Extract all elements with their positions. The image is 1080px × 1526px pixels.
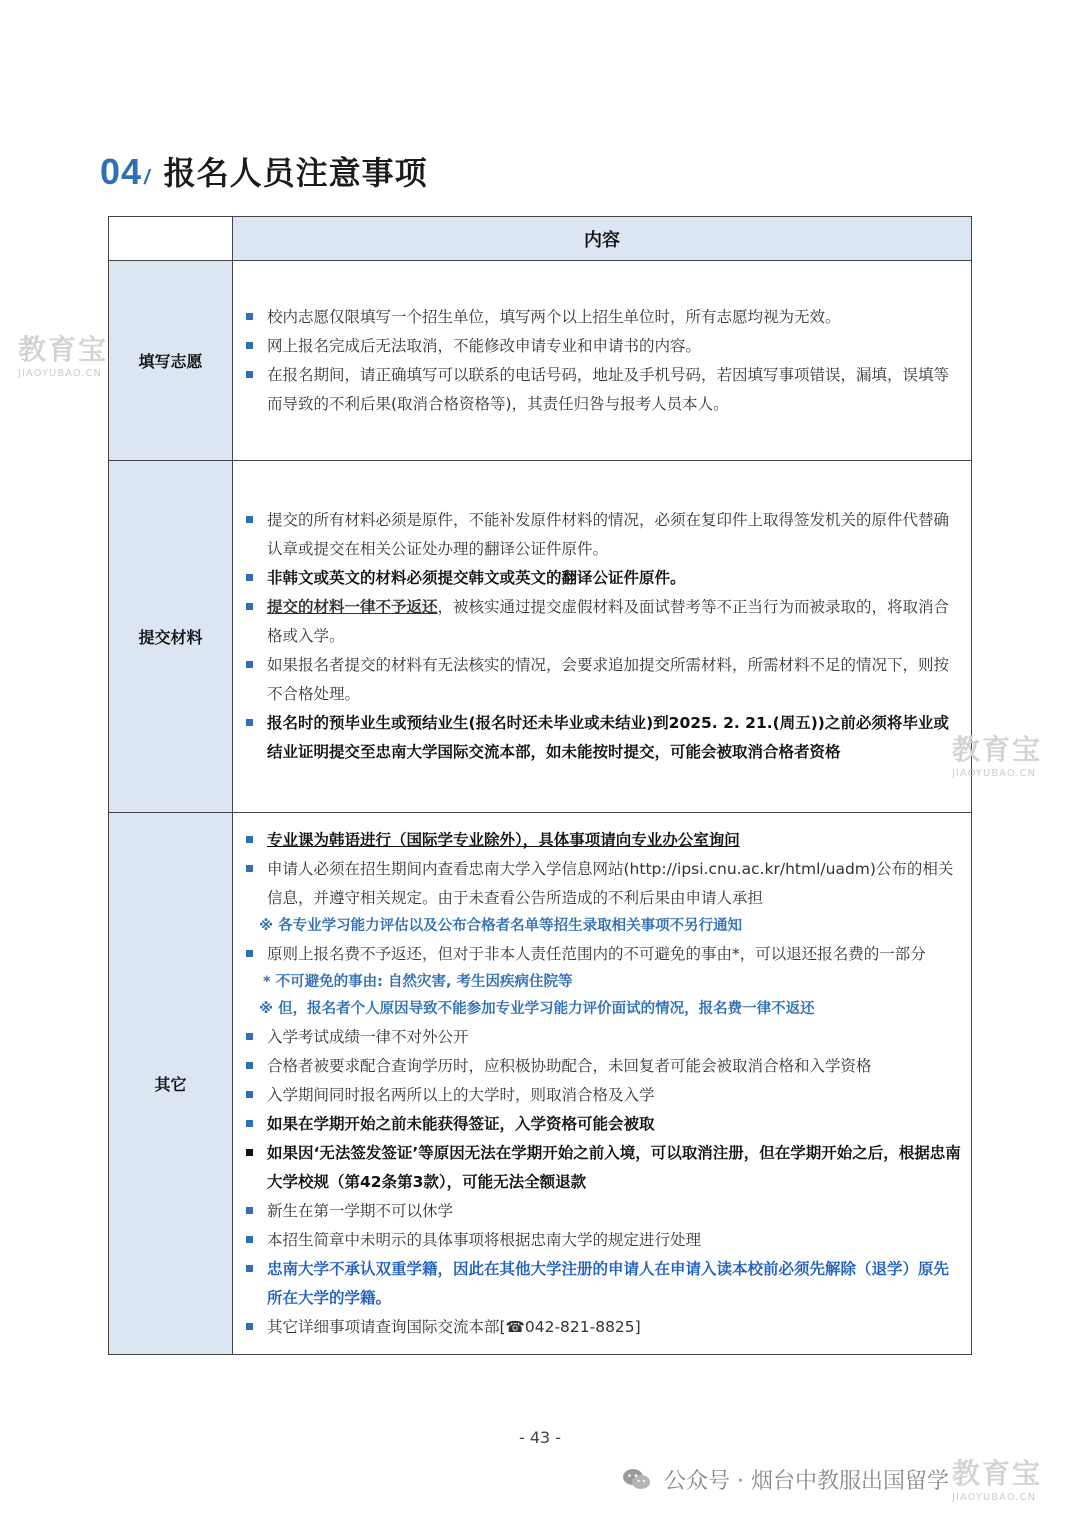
square-bullet-icon bbox=[246, 342, 253, 349]
row-content-other bbox=[233, 813, 972, 1355]
row-content-materials bbox=[233, 461, 972, 813]
square-bullet-icon bbox=[246, 661, 253, 668]
square-bullet-icon bbox=[246, 574, 253, 581]
square-bullet-icon bbox=[246, 1062, 253, 1069]
section-title bbox=[100, 148, 428, 198]
list-item: 原则上报名费不予返还，但对于非本人责任范围内的不可避免的事由*，可以退还报名费的一部分 bbox=[245, 940, 961, 969]
square-bullet-icon bbox=[246, 719, 253, 726]
square-bullet-icon bbox=[246, 371, 253, 378]
footer-credit bbox=[622, 1464, 949, 1495]
square-bullet-icon bbox=[246, 1323, 253, 1330]
table-row bbox=[109, 261, 972, 461]
square-bullet-icon bbox=[246, 603, 253, 610]
watermark-logo: 教育宝 JIAOYUBAO.CN bbox=[952, 1457, 1043, 1503]
note-item: ※ 各专业学习能力评估以及公布合格者名单等招生录取相关事项不另行通知 bbox=[259, 917, 743, 934]
list-item: 如果报名者提交的材料有无法核实的情况，会要求追加提交所需材料，所需材料不足的情况下，则按不合格处理。 bbox=[245, 651, 961, 709]
table-row bbox=[109, 813, 972, 1355]
list-item: 如果在学期开始之前未能获得签证，入学资格可能会被取 bbox=[245, 1110, 961, 1139]
row-label-other: 其它 bbox=[109, 813, 233, 1355]
row-content-application bbox=[233, 261, 972, 461]
list-item: 在报名期间，请正确填写可以联系的电话号码，地址及手机号码，若因填写事项错误，漏填，误填等而导致的不利后果(取消合格资格等)，其责任归咎与报考人员本人。 bbox=[245, 361, 961, 419]
square-bullet-icon bbox=[246, 1120, 253, 1127]
note-item: ※ 但，报名者个人原因导致不能参加专业学习能力评价面试的情况，报名费一律不返还 bbox=[259, 1000, 815, 1017]
list-item: 提交的所有材料必须是原件，不能补发原件材料的情况，必须在复印件上取得签发机关的原件代替确认章或提交在相关公证处办理的翻译公证件原件。 bbox=[245, 506, 961, 564]
square-bullet-icon bbox=[246, 313, 253, 320]
list-item: 其它详细事项请查询国际交流本部[☎042-821-8825] bbox=[245, 1313, 961, 1342]
square-bullet-icon bbox=[246, 865, 253, 872]
note-item: * 不可避免的事由: 自然灾害, 考生因疾病住院等 bbox=[263, 973, 573, 990]
list-item: 如果因‘无法签发签证’等原因无法在学期开始之前入境，可以取消注册，但在学期开始之后，根据忠南大学校规（第42条第3款），可能无法全额退款 bbox=[245, 1139, 961, 1197]
no-return-emphasis: 提交的材料一律不予返还 bbox=[267, 598, 438, 616]
watermark-logo: 教育宝 JIAOYUBAO.CN bbox=[18, 333, 109, 379]
table-header-row bbox=[109, 217, 972, 261]
square-bullet-icon bbox=[246, 1033, 253, 1040]
square-bullet-icon bbox=[246, 1236, 253, 1243]
square-bullet-icon bbox=[246, 1091, 253, 1098]
list-item: 合格者被要求配合查询学历时，应积极协助配合，未回复者可能会被取消合格和入学资格 bbox=[245, 1052, 961, 1081]
table-header-content: 内容 bbox=[233, 217, 972, 261]
notice-table bbox=[108, 216, 972, 1355]
square-bullet-icon bbox=[246, 836, 253, 843]
square-bullet-icon bbox=[246, 950, 253, 957]
list-item: 本招生简章中未明示的具体事项将根据忠南大学的规定进行处理 bbox=[245, 1226, 961, 1255]
table-corner-cell bbox=[109, 217, 233, 261]
footer-text: 公众号 · 烟台中教服出国留学 bbox=[664, 1469, 949, 1494]
watermark-logo: 教育宝 JIAOYUBAO.CN bbox=[952, 733, 1043, 779]
square-bullet-icon bbox=[246, 516, 253, 523]
row-label-materials: 提交材料 bbox=[109, 461, 233, 813]
wechat-icon bbox=[622, 1467, 652, 1493]
list-item: 忠南大学不承认双重学籍，因此在其他大学注册的申请人在申请入读本校前必须先解除（退学）原先所在大学的学籍。 bbox=[245, 1255, 961, 1313]
list-item: 非韩文或英文的材料必须提交韩文或英文的翻译公证件原件。 bbox=[245, 564, 961, 593]
list-item: 专业课为韩语进行（国际学专业除外），具体事项请向专业办公室询问 bbox=[245, 826, 961, 855]
table-row bbox=[109, 461, 972, 813]
list-item: 校内志愿仅限填写一个招生单位，填写两个以上招生单位时，所有志愿均视为无效。 bbox=[245, 303, 961, 332]
row-label-application: 填写志愿 bbox=[109, 261, 233, 461]
list-item: 入学期间同时报名两所以上的大学时，则取消合格及入学 bbox=[245, 1081, 961, 1110]
list-item: 网上报名完成后无法取消，不能修改申请专业和申请书的内容。 bbox=[245, 332, 961, 361]
page-number: - 43 - bbox=[518, 1428, 562, 1447]
section-slash: / bbox=[144, 167, 150, 189]
list-item: 提交的材料一律不予返还，被核实通过提交虚假材料及面试替考等不正当行为而被录取的，将取消合格或入学。 bbox=[245, 593, 961, 651]
list-item: 新生在第一学期不可以休学 bbox=[245, 1197, 961, 1226]
section-number: 04 bbox=[100, 151, 143, 192]
square-bullet-icon bbox=[246, 1265, 253, 1272]
square-bullet-icon bbox=[246, 1149, 253, 1156]
square-bullet-icon bbox=[246, 1207, 253, 1214]
list-item: 申请人必须在招生期间内查看忠南大学入学信息网站(http://ipsi.cnu.ac.kr/html/uadm)公布的相关信息，并遵守相关规定。由于未查看公告所造成的不利后果由申请人承担 bbox=[245, 855, 961, 913]
section-heading: 报名人员注意事项 bbox=[163, 154, 428, 192]
list-item: 报名时的预毕业生或预结业生(报名时还未毕业或未结业)到2025. 2. 21.(周五))之前必须将毕业或结业证明提交至忠南大学国际交流本部，如未能按时提交，可能会被取消合格者资格 bbox=[245, 709, 961, 767]
list-item: 入学考试成绩一律不对外公开 bbox=[245, 1023, 961, 1052]
